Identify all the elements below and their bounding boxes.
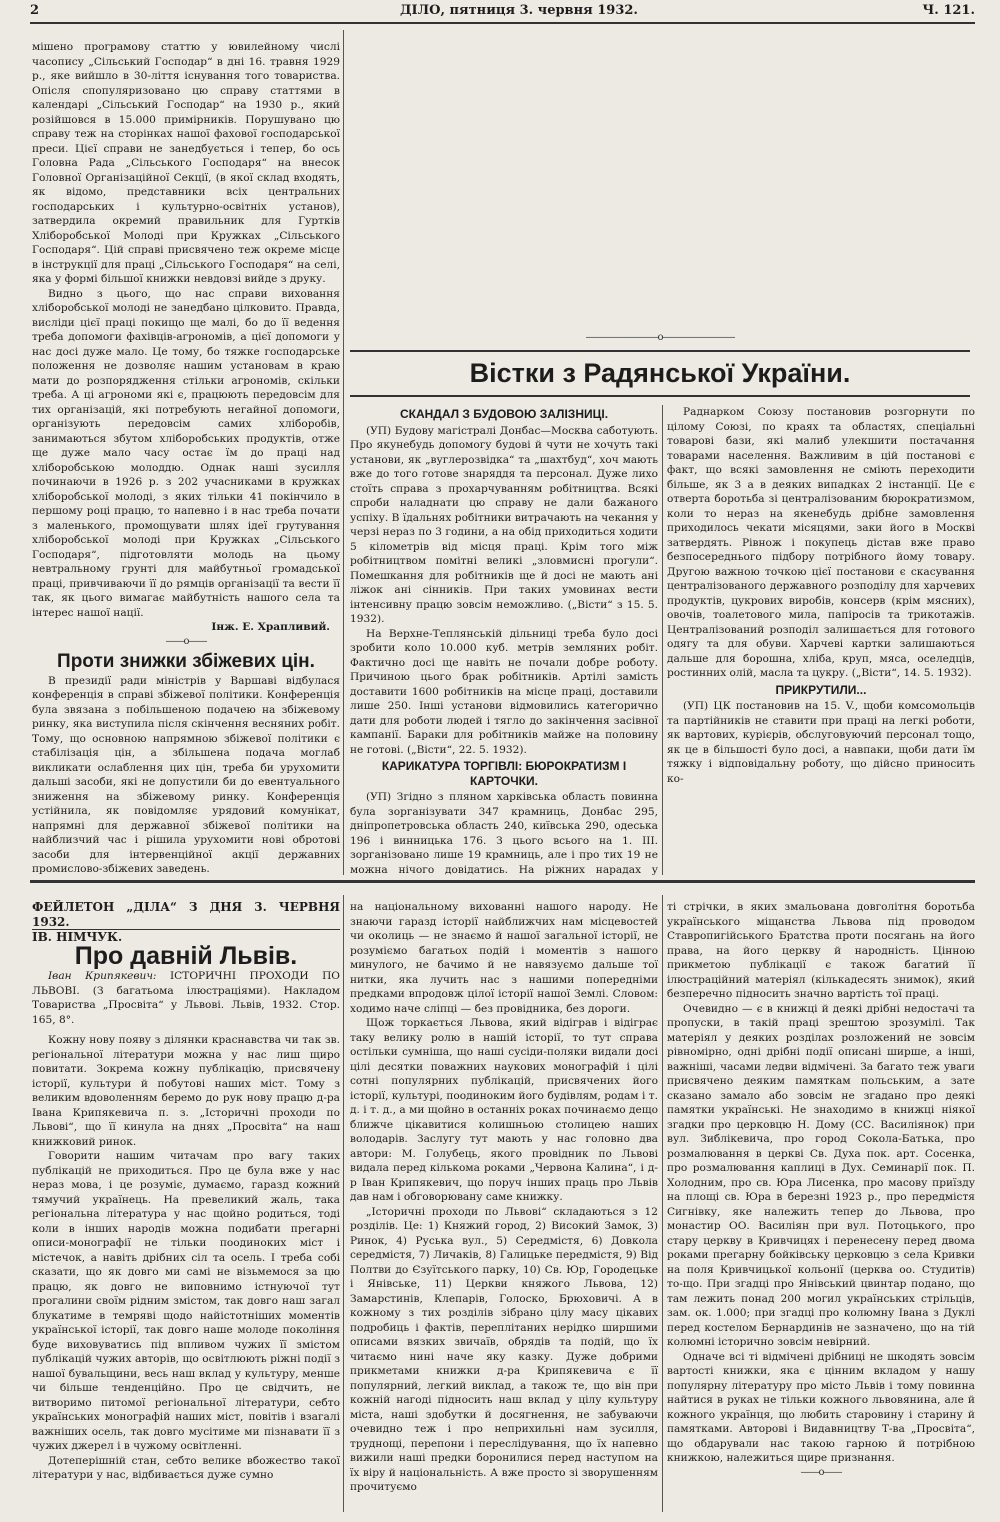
section-title: Вістки з Радянської України. [469, 358, 851, 388]
ornament-divider: ————————o———————— [585, 332, 735, 343]
masthead-date: ДІЛО, пятниця 3. червня 1932. [400, 3, 638, 18]
column-divider [662, 405, 663, 875]
feuilleton-column-2 [350, 900, 658, 1512]
feuilleton-paragraph: Дотеперішній стан, себто велике вбожество такої літератури у нас, відбивається дуже сумно [32, 1454, 340, 1481]
section-rule [30, 880, 975, 883]
page-header [30, 0, 975, 24]
ornament-divider: ——o—— [800, 1466, 842, 1478]
feuilleton-paragraph: ті стрічки, в яких змальована довголітня боротьба українського міщанства Львова під проводом Ставропигійського Братства проти посягань на його права, на його церкву й народність. Цінною прикметою публікації є також багатий її ілюстраційний матеріял (кількадесять знимок), який безперечно підносить значно вартість тої праці. [667, 901, 975, 1000]
news-paragraph: Раднарком Союзу постановив розгорнути по цілому Союзі, по краях та областях, спеціальні товарові бази, які малиб улекшити постачання товарами населення. Важливим в цій постанові є факт, що всякі замовлення не сміють переходити більше, як 3 а в деяких випадках 2 інстанції. Це є отверта боротьба зі централізованим бюрократизмом, коли то нераз на якенебудь дрібне замовлення приходилось чекати місяцями, заки його в Москві затвердять. Рівнож і покупець дістав вже право безпосереднього підбору потрібного йому товару. Другою важною точкою цієї постанови є скасування централізованого державного розподілу для харчевих продуктів, цукрових виробів, консерв (крім мясних), овочів, тоалетового мила, папіросів та трикотажів. Централізований розподіл залишається для готового одягу та для обуви. Харчеві картки залишаються дальше для борошна, хліба, круп, мяса, оселедців, ростинних олій, масла та цукру. („Вісти“, 14. 5. 1932). [667, 406, 975, 679]
column-divider [662, 895, 663, 1512]
news-column-1 [350, 405, 658, 875]
article-title: Проти знижки збіжевих цін. [57, 651, 315, 672]
feuilleton-title: Про давній Львів. [74, 941, 298, 970]
feuilleton-paragraph: Одначе всі ті відмічені дрібниці не шкодять зовсім вартості книжки, яка є цінним вкладом у нашу популярну літературу про місто Львів і тому повинна найтися в руках не тільки кожного львовянина, але й кожного українця, що любить старовину і старину й памятками. Авторові і Видавництву Т-ва „Просвіта“, що обдарували нас такою гарною й потрібною книжкою, належиться щире признання. [667, 1350, 975, 1464]
feuilleton-paragraph: Говорити нашим читачам про вагу таких публікацій не приходиться. Про це була вже у нас нераз мова, і це розуміє, думаємо, гаразд кожний тямучий українець. На превеликий жаль, така регіональна література у нас щойно родиться, тоді коли в інших народів можна подибати прегарні описи-монографії не тільки поодиноких міст і містечок, а навіть дрібних сіл та осель. І треба собі сказати, що як довго ми самі не візьмемося за цю працю, як довго не виповнимо істнуючої тут прогалини своїм рідним змістом, так довго наш загал блукатиме в темряві щодо найістотніших моментів української історії, так довго наше молоде покоління буде виховуватись під впливом чужих її змістом публікацій чужих авторів, що освітлюють ріжні події з нашої бувальщини, весь наш вклад у культуру, менше чи більше тенденційно. Про це свідчить, не витворимо питомої регіональної літератури, себто українських монографій наших міст, повітів і взагалі важніших осель, так довго мусітиме ми пізнавати її з чужих джерел і в чужому освітленні. [32, 1150, 340, 1452]
feuilleton-kicker: ФЕЙЛЕТОН „ДІЛА“ З ДНЯ 3. ЧЕРВНЯ 1932. [32, 900, 340, 929]
column-divider [343, 30, 344, 875]
news-paragraph: (УП) Згідно з пляном харківська область повинна була зорганізувати 347 крамниць, Донбас 295, дніпропетровська область 240, київська 290, одеська 196 і винницька 176. З цього всього на 1. III. зорганізовано лише 19 крамниць, але і про тих 19 не можна нічого довідатись. На ріжних нарадах у [350, 791, 658, 875]
news-paragraph: (УП) Будову магістралі Донбас—Москва саботують. Про якунебудь допомогу будові й чути не хочуть такі установи, як „вуглерозвідка“ та „шахтбуд“, хоч мають вже до того готове знаряддя та персонал. Дуже лихо стоїть справа з прохарчуванням робітництва. Всякі спроби наладнати цю справу не дали бажаного успіху. В їдальнях робітники витрачають на чекання у черзі нераз по 3 години, а на обід приходиться ходити 5 кілометрів від місця праці. Крім того між робітництвом помітні великі „зловмисні прогули“. Помешкання для робітників ще й досі не мають ані ліжок ані сінників. При таких умовинах вести інтенсивну працю зовсім неможливо. („Вісти“ з 15. 5. 1932). [350, 424, 658, 625]
issue-number: Ч. 121. [922, 3, 975, 18]
page-number: 2 [30, 3, 40, 18]
news-paragraph: (УП) ЦК постановив на 15. V., щоби комсомольців та партійників не ставити при праці на легкі роботи, як вартових, курієрів, обслуговуючий персонал тощо, як це в більшості було досі, а навпаки, щоби дати їм тяжку і відповідальну роботу, що дійсно приносить ко- [667, 700, 975, 785]
ornament-divider: ——o—— [165, 635, 207, 647]
feuilleton-paragraph: Очевидно — є в книжці й деякі дрібні недостачі та пропуски, в такій праці зрештою зрозумілі. Так матеріял у деяких розділах розложений не зовсім рівномірно, одні дрібні події описані ширше, а інші, важніші, часами ледви відмічені. За багато теж уваги присвячено деяким памяткам польським, а зате сказано замало або зовсім не згадано про деякі памятки українські. Не знаходимо в книжці ніякої згадки про церковцю Н. Дому (СС. Василіянок) при вул. Зиблікевича, про город Сокола-Батька, про розмалювання в церкві Св. Духа пок. арт. Сосенка, про розмалювання каплиці в Дух. Семинарії пок. П. Холодним, про св. Юра Лисенка, про масову приїзду на площі св. Юра в березні 1923 р., про передмістя Сигнівку, яке належить тепер до Львова, про монастир ОО. Василіян при вул. Потоцького, про стару церкву в Кривчицях і перенесену перед двома роками прегарну бойківську церковцю з села Кривки на поля Кривчицької кольонії (церква оо. Студитів) то-що. При згадці про Янівський цвинтар подано, що там лежить понад 200 могил українських стрільців, зам. ок. 1.000; при згадці про колюмну Івана з Дуклі перед костелом Бернардинів не зазначено, що на тій колюмні історично зовсім невірний. [667, 1002, 975, 1348]
feuilleton-column-3 [667, 900, 975, 1512]
left-column [32, 40, 340, 875]
news-column-2 [667, 405, 975, 875]
section-title-box [350, 350, 970, 397]
news-paragraph: На Верхне-Теплянській дільниці треба було досі зробити коло 10.000 куб. метрів земляних робіт. Фактично досі ще навіть не почали добре роботу. Причиною цього брак робітників. Артілі замість доставити 1600 робітників на місце праці, доставили лише 250. Інші установи відмовились категорично дати для роботи людей і тягло до закінчення засівної кампанії. Бараки для робітників майже на половину не готові. („Вісти“, 22. 5. 1932). [350, 627, 658, 756]
article-paragraph: В президії ради міністрів у Варшаві відбулася конференція в справі збіжевої політики. Конференція була звязана з побільшеною подачею на збіжевому ринку, яка виступила після скінчення весняних робіт. Тому, що основною напрямною збіжевої політики є стабілізація цін, а збільшена подача моглаб викликати ослаблення цих цін, треба би урухомити дальші засоби, які не допустили би до евентуального зниження на збіжевому ринку. Конференція устійнила, як повідомляє урядовий комунікат, напрямні для державної збіжевої політики на найблизчий час і рішила урухомити нові обротові засоби для інтервенційної акції державних промислово-збіжевих заведень. [32, 674, 340, 875]
feuilleton-paragraph: „Історичні проходи по Львові“ складаються з 12 розділів. Це: 1) Княжий город, 2) Високий Замок, 3) Ринок, 4) Руська вул., 5) Середмістя, 6) Довкола середмістя, 7) Личаків, 8) Галицьке передмістя, 9) Від Полтви до Єзуїтського парку, 10) Св. Юр, Городецьке і Янівське, 11) Церкви княжого Львова, 12) Замарстинів, Клепарів, Голоско, Брюховичі. А в кожному з тих розділів зібрано цілу масу цікавих подробиць і фактів, переплітаних нерідко ширшими описами вязких звичаїв, обрядів та подій, що їх читаємо нині наче яку казку. Дуже добрими прикметами книжки д-ра Крипякевича є її популярний, легкий виклад, а також те, що він при кожній нагоді підносить наш вклад у цілу культуру міста, наші здобутки й досягнення, не забуваючи очевидно теж і про неприхильні нам зусилля, труднощі, перепони і переслідування, що їх напевно вижили наші предки боронилися перед наступом на їх віру й національність. А вже просто зі зворушенням прочитуємо [350, 1205, 658, 1493]
feuilleton-paragraph: Щож торкається Львова, який відіграв і відіграє таку велику ролю в нашій історії, то тут справа остільки сумніша, що наші сусіди-поляки видали досі цілі десятки поважних наукових монографій і цілі сотні популярних публікацій, присвячених його історії, культурі, поодиноким його будівлям, родам і т. д. і т. д., а ми щойно в останніх роках починаємо дещо ближче цікавитися колишньою столицею наших володарів. Заслугу тут мають у нас головно два автори: М. Голубець, якого провідник по Львові видала перед кількома роками „Червона Калина“, і д-р Іван Крипякевич, що поруч інших праць про Львів дав нам і обговорювану саме книжку. [350, 1017, 658, 1203]
column-divider [343, 895, 344, 1512]
news-heading: ПРИКРУТИЛИ... [775, 682, 867, 697]
faded-advertisement [350, 30, 970, 330]
feuilleton-paragraph: на національному вихованні нашого народу. Не знаючи гаразд історії найближчих нам місцевостей чи околиць — не знаємо й нашої загальної історії, не розуміємо багатьох подій і моментів з нашого минулого, не бачимо й не навязуємо дальше тої нитки, яка лучить нас з нашими попередніми предками впродовж цілої історії нашої Землі. Словом: ходимо наче сліпці — без провідника, без дороги. [350, 901, 658, 1015]
feuilleton-column-1 [32, 900, 340, 1512]
book-citation: ІСТОРИЧНІ ПРОХОДИ ПО ЛЬВОВІ. (З багатьома ілюстраціями). Накладом Товариства „Просвіта“ у Львові. Львів, 1932. Стор. 165, 8°. [32, 970, 340, 1026]
article-paragraph: Видно з цього, що нас справи виховання хліборобської молоді не занедбано цілковито. Правда, висліди цієї праці покищо ще малі, бо до її ведення треба допомоги фахівців-агрономів, а цієї допомоги у нас досі дуже мало. Це тому, бо тяжке господарське положення не дозволяє нашим установам в краю мати до розпорядження стільки агрономів, скільки треба. А ці агрономи які є, працюють передовсім для тих організацій, які потребують негайної допомоги, організують передовсім самих хліборобів, занимаються збутом хліборобських продуктів, отже ще дуже мало часу остає їм до праці над хліборобською молоддю. Однак наші зусилля починаючи в 1926 р. з 202 учасниками в кружках хліборобської молоді, з яких тільки 41 покінчило в першому році працю, то напевно і в нас треба почати з маленького, промощувати шлях ідеї грутування хліборобської молоді при Кружках „Сільського Господаря“, підготовляти молодь на цьому невтральному грунті для майбутньої громадської праці, привчиваючи її до рямців організації та вести її так, як цього вимагає майбутність нашого села та інтерес нашої нації. [32, 287, 340, 619]
news-heading: КАРИКАТУРА ТОРГІВЛІ: БЮРОКРАТИЗМ І КАРТОЧКИ. [381, 759, 627, 788]
feuilleton-paragraph: Кожну нову появу з ділянки краснавства чи так зв. регіональної літератури можна у нас лиш щиро повитати. Зокрема кожну публікацію, присвячену історії, культури й побутові наших міст. Тому з великим вдоволенням беремо до рук нову працю д-ра Івана Крипякевича п. з. „Історичні проходи по Львові“, що її кинула на днях „Просвіта“ на наш книжковий ринок. [32, 1034, 340, 1148]
article-signature: Інж. Е. Храпливий. [211, 621, 330, 633]
news-heading: СКАНДАЛ З БУДОВОЮ ЗАЛІЗНИЦІ. [399, 407, 609, 421]
article-paragraph: мішено програмову статтю у ювилейному числі часопису „Сільський Господар“ в дні 16. травня 1929 р., яке вийшло в 30-ліття існування того товариства. Опісля спопуляризовано цю справу статтями в календарі „Сільський Господар“ на 1930 р., який розійшовся в 15.000 примірників. Порушувано цю справу теж на сторінках нашої фахової господарської преси. Цієї справи не занедбується і тепер, бо ось Головна Рада „Сільського Господаря“ на внесок Головної Організаційної Секції, (в якої склад входять, як відомо, представники всіх центральних господарських і культурно-освітніх установ), затвердила окремий правильник для Гуртків Хліборобської Молоді при Кружках „Сільського Господаря“. Цій справі присвячено теж окреме місце в інструкції для праці „Сільського Господаря“ на селі, яка у формі більшої книжки невдовзі вийде з друку. [32, 41, 340, 285]
book-author: Іван Крипякевич: [48, 970, 157, 982]
feuilleton-author: ІВ. НІМЧУК. [32, 930, 123, 944]
